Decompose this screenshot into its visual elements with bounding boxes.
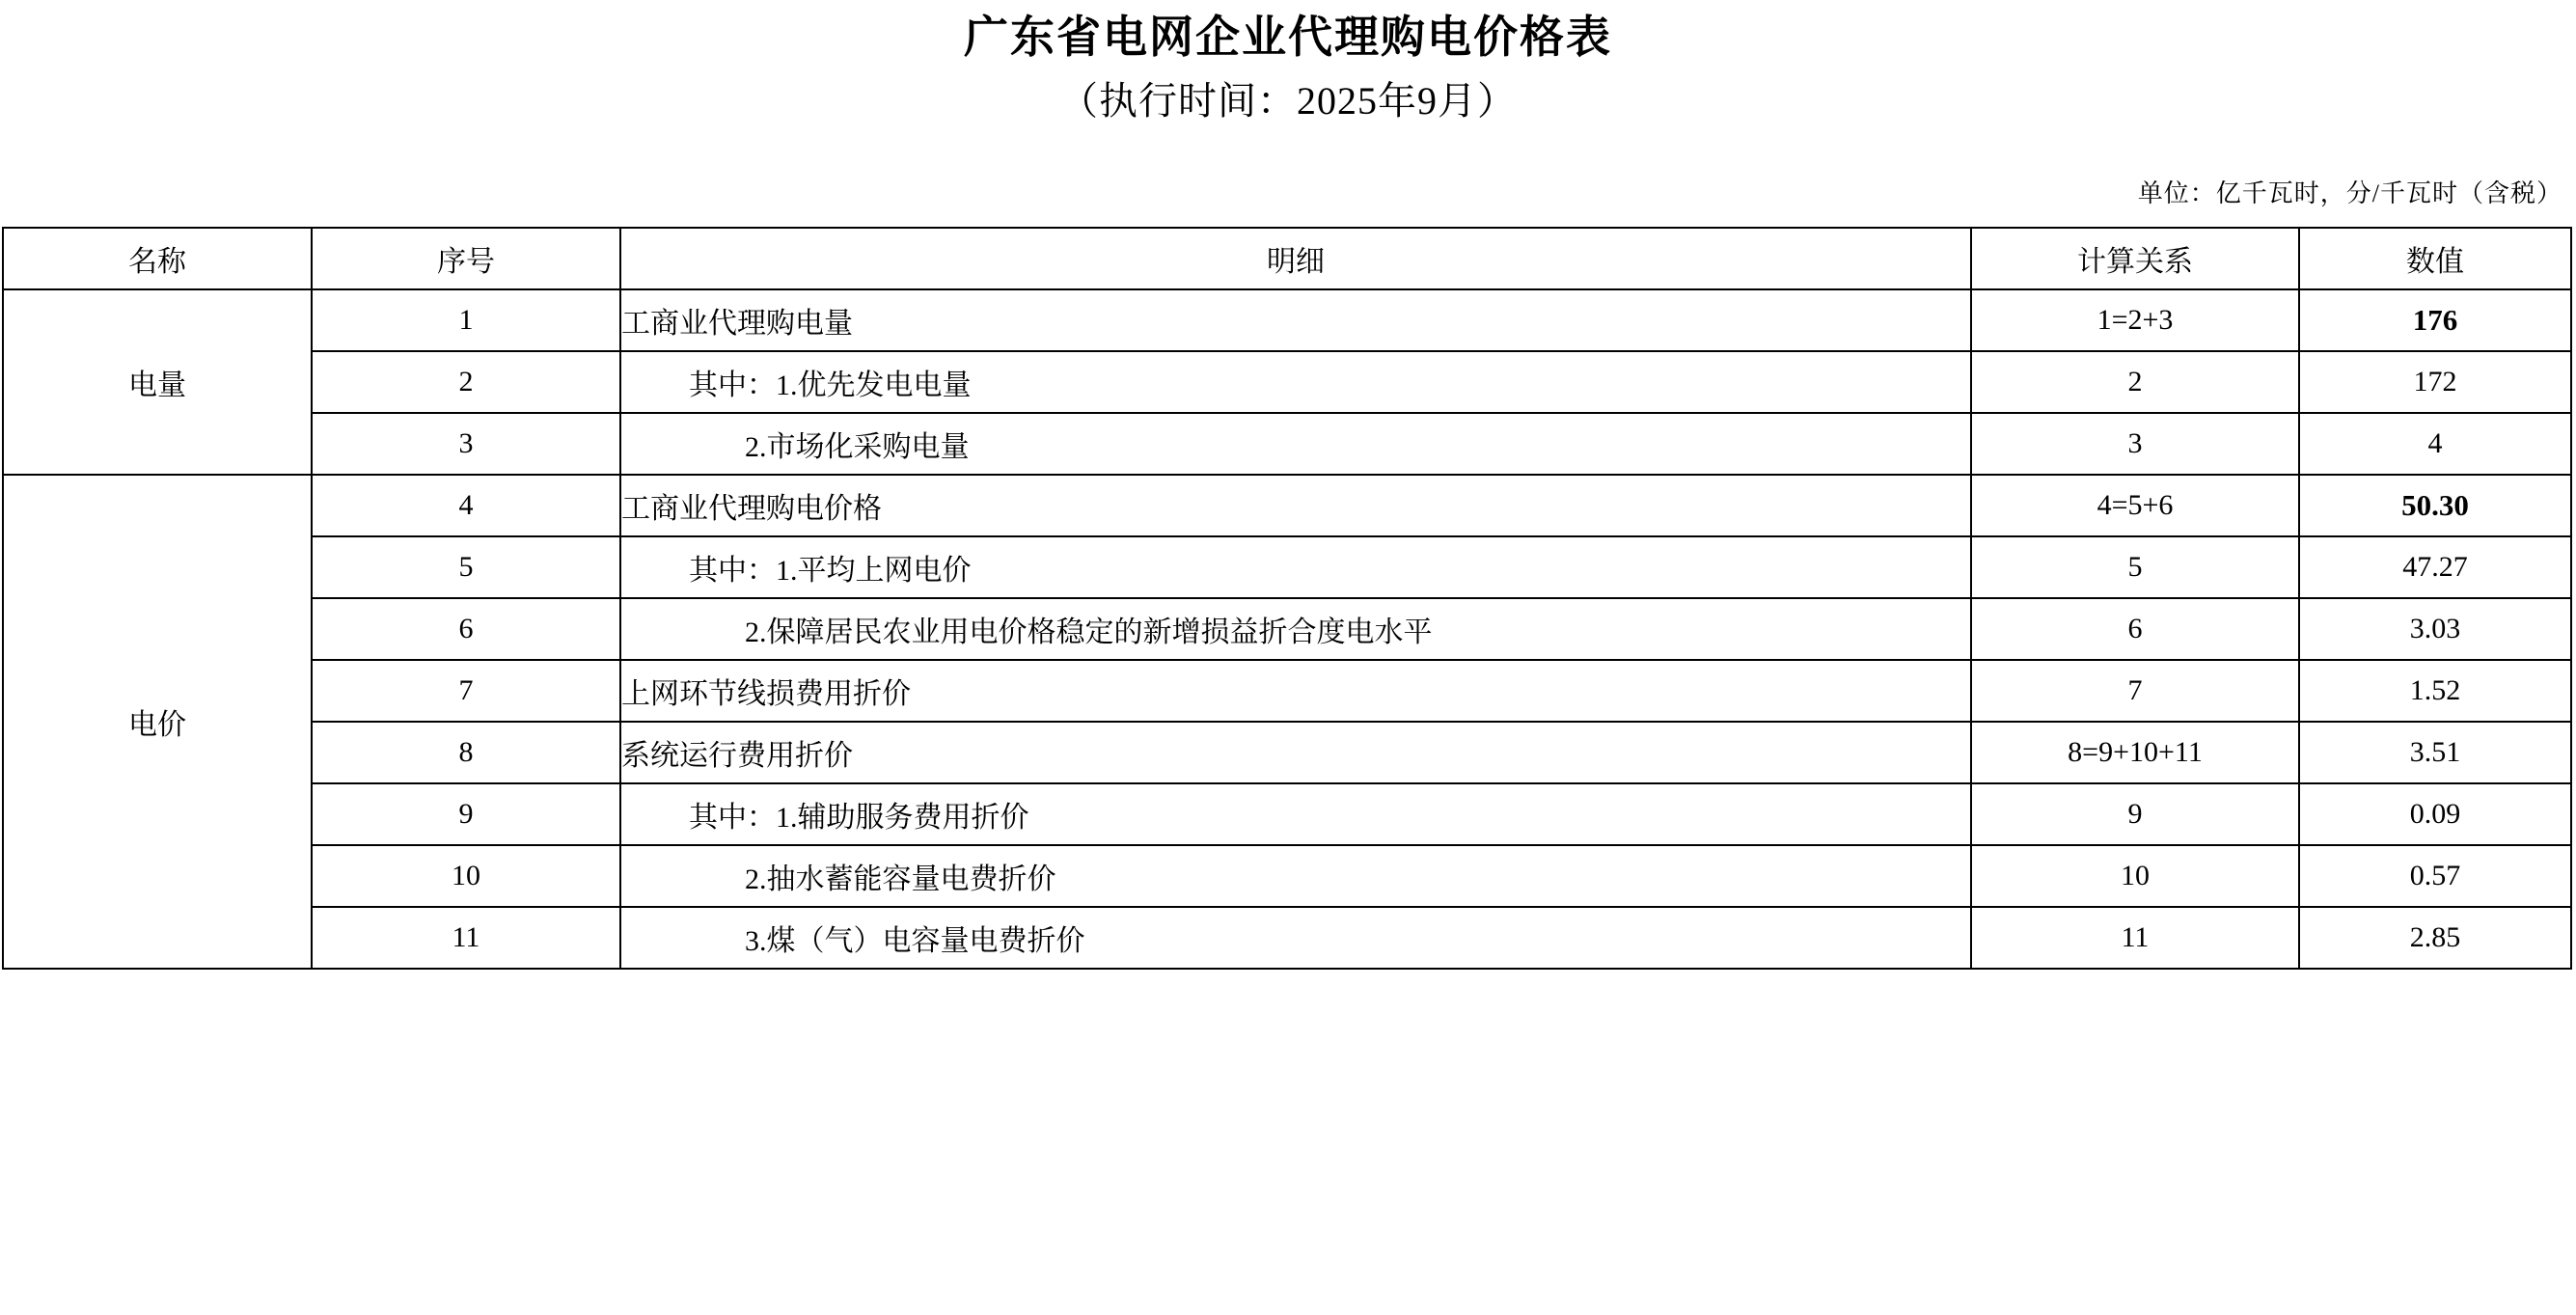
- row-detail: 2.保障居民农业用电价格稳定的新增损益折合度电水平: [620, 598, 1971, 660]
- table-row: [3, 845, 2571, 907]
- row-seq: 3: [312, 413, 620, 475]
- group-label-power-price: 电价: [3, 475, 312, 969]
- row-detail: 2.抽水蓄能容量电费折价: [620, 845, 1971, 907]
- table-row: [3, 536, 2571, 598]
- header-seq: 序号: [312, 228, 620, 289]
- row-calc: 4=5+6: [1971, 475, 2299, 536]
- row-value: 47.27: [2299, 536, 2571, 598]
- row-detail: 系统运行费用折价: [620, 722, 1971, 783]
- row-seq: 1: [312, 289, 620, 351]
- row-detail: 工商业代理购电价格: [620, 475, 1971, 536]
- row-detail: 2.市场化采购电量: [620, 413, 1971, 475]
- row-detail: 工商业代理购电量: [620, 289, 1971, 351]
- header-detail: 明细: [620, 228, 1971, 289]
- row-detail: 3.煤（气）电容量电费折价: [620, 907, 1971, 969]
- title-block: [0, 0, 2576, 127]
- row-calc: 10: [1971, 845, 2299, 907]
- table-row: [3, 351, 2571, 413]
- row-value: 172: [2299, 351, 2571, 413]
- row-calc: 1=2+3: [1971, 289, 2299, 351]
- row-seq: 4: [312, 475, 620, 536]
- row-calc: 3: [1971, 413, 2299, 475]
- row-detail: 其中：1.平均上网电价: [620, 536, 1971, 598]
- table-row: [3, 475, 2571, 536]
- row-value: 4: [2299, 413, 2571, 475]
- row-calc: 2: [1971, 351, 2299, 413]
- row-detail: 其中：1.优先发电电量: [620, 351, 1971, 413]
- row-detail: 上网环节线损费用折价: [620, 660, 1971, 722]
- table-header: [3, 228, 2571, 289]
- row-value: 3.03: [2299, 598, 2571, 660]
- page-subtitle: （执行时间：2025年9月）: [1059, 78, 1517, 123]
- row-seq: 10: [312, 845, 620, 907]
- row-calc: 11: [1971, 907, 2299, 969]
- group-label-power-quantity: 电量: [3, 289, 312, 475]
- table-body: [3, 289, 2571, 969]
- row-calc: 7: [1971, 660, 2299, 722]
- table-row: [3, 289, 2571, 351]
- row-calc: 5: [1971, 536, 2299, 598]
- row-seq: 8: [312, 722, 620, 783]
- table-header-row: [3, 228, 2571, 289]
- row-value: 2.85: [2299, 907, 2571, 969]
- header-value: 数值: [2299, 228, 2571, 289]
- table-row: [3, 598, 2571, 660]
- row-detail: 其中：1.辅助服务费用折价: [620, 783, 1971, 845]
- unit-note: 单位：亿千瓦时，分/千瓦时（含税）: [2137, 178, 2562, 207]
- row-seq: 11: [312, 907, 620, 969]
- row-seq: 9: [312, 783, 620, 845]
- page-title: 广东省电网企业代理购电价格表: [964, 13, 1612, 62]
- row-seq: 2: [312, 351, 620, 413]
- row-value: 176: [2299, 289, 2571, 351]
- table-row: [3, 783, 2571, 845]
- row-value: 3.51: [2299, 722, 2571, 783]
- row-seq: 5: [312, 536, 620, 598]
- row-calc: 8=9+10+11: [1971, 722, 2299, 783]
- row-seq: 7: [312, 660, 620, 722]
- table-row: [3, 907, 2571, 969]
- table-row: [3, 722, 2571, 783]
- row-value: 1.52: [2299, 660, 2571, 722]
- table-row: [3, 413, 2571, 475]
- price-table: [2, 227, 2572, 970]
- row-value: 0.09: [2299, 783, 2571, 845]
- header-calc: 计算关系: [1971, 228, 2299, 289]
- row-value: 0.57: [2299, 845, 2571, 907]
- row-calc: 6: [1971, 598, 2299, 660]
- header-name: 名称: [3, 228, 312, 289]
- row-value: 50.30: [2299, 475, 2571, 536]
- table-row: [3, 660, 2571, 722]
- row-seq: 6: [312, 598, 620, 660]
- row-calc: 9: [1971, 783, 2299, 845]
